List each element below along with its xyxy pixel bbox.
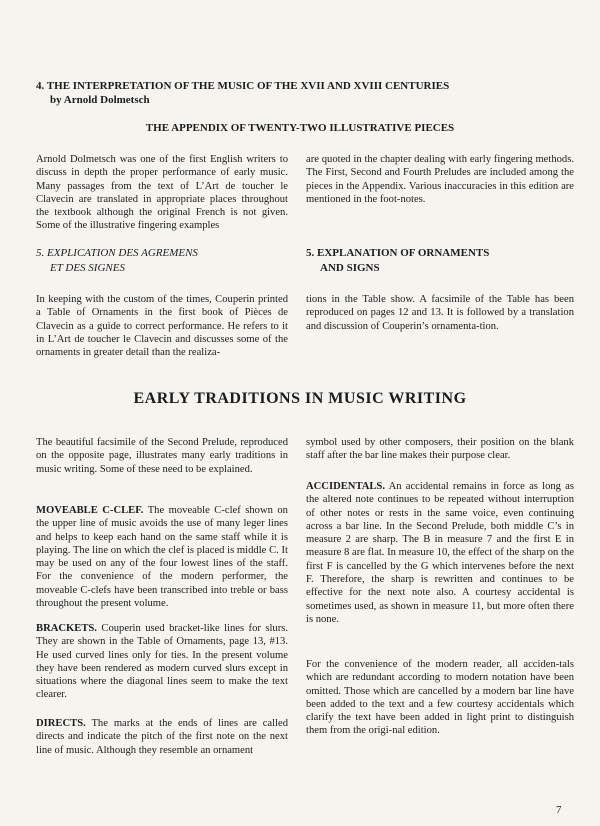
section-4-col1: Arnold Dolmetsch was one of the first English writers to discuss in depth the proper performance of early music. Many passages from the text of L’Art de toucher le Clavecin are translated in appropriate places throughout the textbook although the original French is not given. Some of the illustrative fingering examples xyxy=(36,154,288,232)
early-intro: The beautiful facsimile of the Second Prelude, reproduced on the opposite page, illustrates many early traditions in music writing. Some of these need to be explained. xyxy=(36,437,288,475)
cclef-text: The moveable C-clef shown on the upper line of music avoids the use of many leger lines and helps to keep each hand on the same staff while it is playing. The line on which the clef is placed is middle C. It may be used on any of the four lowest lines of the staff. For the convenience of the modern performer, the moveable C-clefs have been transcribed into treble or bass throughout the present volume. xyxy=(36,505,288,610)
section-5-left-heading-line1: 5. EXPLICATION DES AGREMENS xyxy=(36,247,198,259)
section-4-heading: 4. THE INTERPRETATION OF THE MUSIC OF THE XVII AND XVIII CENTURIES xyxy=(36,80,450,92)
brackets-text: Couperin used bracket-like lines for slurs. They are shown in the Table of Ornaments, page 13, #13. He used curved lines only for ties. In the present volume they have been rendered as modern curved slurs except in situations where the diagonal lines seem to make the text clearer. xyxy=(36,623,288,701)
early-traditions-title: EARLY TRADITIONS IN MUSIC WRITING xyxy=(133,390,467,407)
accidentals-text: An accidental remains in force as long as the altered note continues to be repeated without interruption of other notes or rests in the same voice, even continuing across a bar line. In the Second Prelude, both middle C’s in measure 2 are sharp. The B in measure 7 and the first E in measure 8 are flat. In measure 10, the effect of the sharp on the first F is cancelled by the G which intervenes before the next F. Therefore, the sharp is rewritten and continues to be effective for the next note also. A courtesy accidental is sometimes used, as shown in measure 11, but more often there is none. xyxy=(306,481,574,625)
section-4-author: by Arnold Dolmetsch xyxy=(50,94,150,106)
section-4-col2: are quoted in the chapter dealing with early fingering methods. The First, Second and Fourth Preludes are included among the pieces in the Appendix. Various inaccuracies in this edition are mentioned in the foot-notes. xyxy=(306,154,574,205)
page-number: 7 xyxy=(556,804,562,816)
appendix-subheading: THE APPENDIX OF TWENTY-TWO ILLUSTRATIVE PIECES xyxy=(145,122,455,134)
brackets-label: BRACKETS. xyxy=(36,623,97,634)
section-5-right-heading-line1: 5. EXPLANATION OF ORNAMENTS xyxy=(306,247,490,259)
section-5-left-text: In keeping with the custom of the times, Couperin printed a Table of Ornaments in the first book of Pièces de Clavecin as a guide to correct performance. He refers to it in L’Art de toucher le Clavecin and discusses some of the ornaments in greater detail than the realiza- xyxy=(36,294,288,359)
section-5-left-heading xyxy=(36,246,288,276)
accidentals-label: ACCIDENTALS. xyxy=(306,481,385,492)
section-5-right-heading xyxy=(306,246,574,276)
cclef-label: MOVEABLE C-CLEF. xyxy=(36,505,144,516)
section-5-right-text: tions in the Table show. A facsimile of the Table has been reproduced on pages 12 and 13. It is followed by a translation and discussion of Couperin’s ornamenta-tion. xyxy=(306,294,574,332)
directs-paragraph xyxy=(36,717,288,757)
convenience-paragraph: For the convenience of the modern reader, all acciden-tals which are redundant according to modern notation have been omitted. Those which are cancelled by a modern bar line have been added to the text and a few courtesy accidentals which clarify the text have been added in light print to distinguish them from the origi-nal edition. xyxy=(306,659,574,737)
directs-label: DIRECTS. xyxy=(36,718,86,729)
accidentals-paragraph xyxy=(306,480,574,626)
section-5-left-heading-line2: ET DES SIGNES xyxy=(50,262,125,274)
section-5-right-heading-line2: AND SIGNS xyxy=(320,262,380,274)
cclef-paragraph xyxy=(36,504,288,610)
directs-text: The marks at the ends of lines are called directs and indicate the pitch of the first note on the next line of music. Although they resemble an ornament xyxy=(36,718,288,756)
right-top-text: symbol used by other composers, their position on the blank staff after the bar line makes their purpose clear. xyxy=(306,437,574,462)
brackets-paragraph xyxy=(36,622,288,702)
